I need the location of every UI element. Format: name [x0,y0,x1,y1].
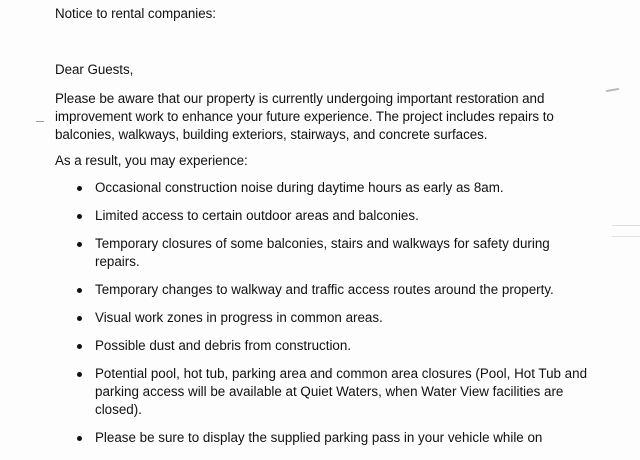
list-item [77,429,597,447]
salutation: Dear Guests, [55,62,134,77]
list-item-text: Please be sure to display the supplied parking pass in your vehicle while on [95,430,543,445]
list-item-text: Possible dust and debris from construction. [95,338,352,353]
list-item-text: Potential pool, hot tub, parking area and common area closures (Pool, Hot Tub and [95,366,588,381]
list-item-text: Temporary changes to walkway and traffic access routes around the property. [95,282,554,297]
experience-intro: As a result, you may experience: [55,153,248,168]
intro-paragraph [55,90,595,144]
scan-mark [606,88,619,92]
list-item [77,179,597,197]
watermark [612,225,640,237]
list-item-text: Occasional construction noise during daytime hours as early as 8am. [95,180,504,195]
list-item-text: parking access will be available at Quiet Waters, when Water View facilities are [95,384,564,399]
paragraph-line: improvement work to enhance your future experience. The project includes repairs to [55,109,554,124]
list-item-text: Limited access to certain outdoor areas and balconies. [95,208,419,223]
scan-mark [36,121,44,122]
list-item-text: repairs. [95,254,140,269]
list-item [77,365,597,419]
notice-heading: Notice to rental companies: [55,6,216,21]
impact-list [77,179,597,457]
list-item-text: Temporary closures of some balconies, stairs and walkways for safety during [95,236,550,251]
list-item [77,309,597,327]
list-item [77,337,597,355]
list-item-text: Visual work zones in progress in common areas. [95,310,383,325]
list-item [77,281,597,299]
list-item-text: closed). [95,402,142,417]
paragraph-line: Please be aware that our property is currently undergoing important restoration and [55,91,545,106]
paragraph-line: balconies, walkways, building exteriors, stairways, and concrete surfaces. [55,127,488,142]
list-item [77,235,597,271]
list-item [77,207,597,225]
